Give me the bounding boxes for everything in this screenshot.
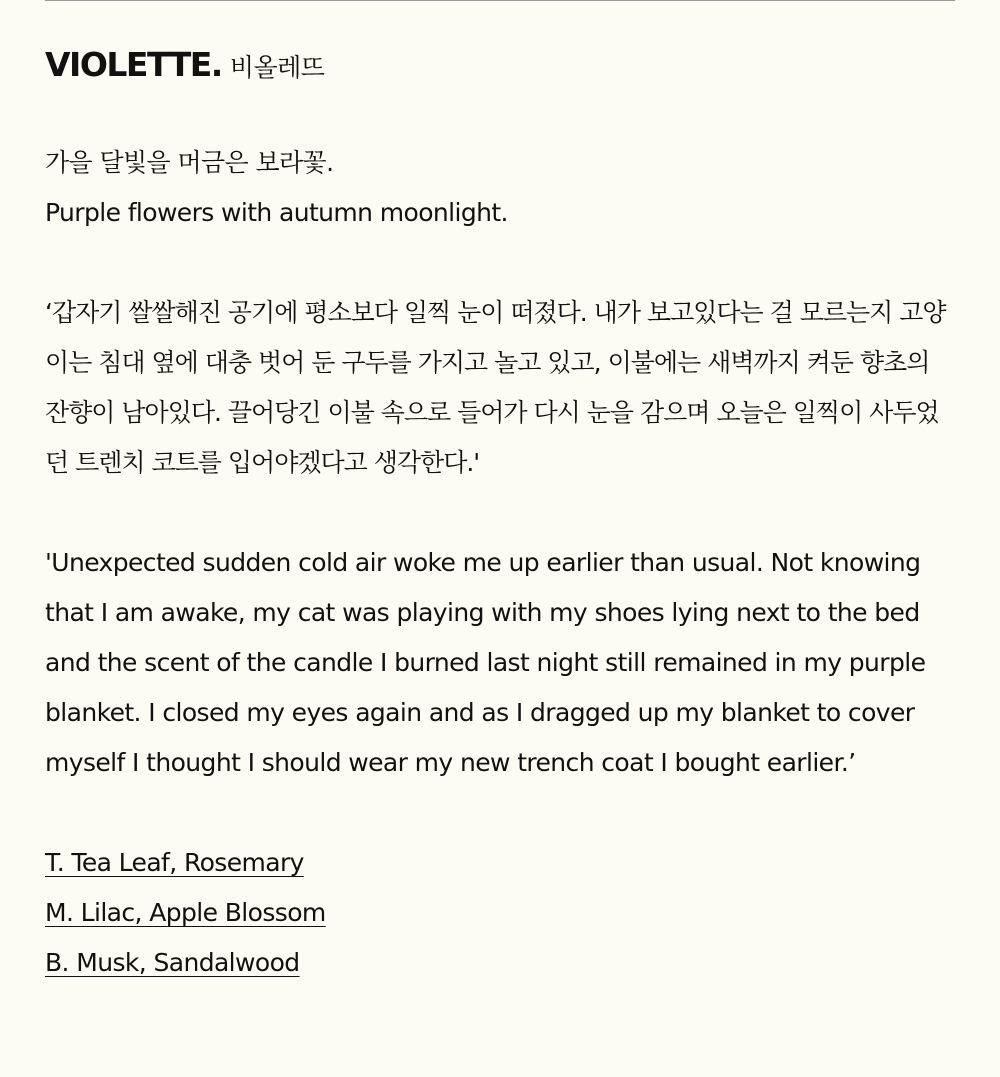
list-item — [45, 838, 955, 888]
product-title — [45, 45, 955, 88]
story-en: 'Unexpected sudden cold air woke me up earlier than usual. Not knowing that I am awake, my cat was playing with my shoes lying next to the bed and the scent of the candle I burned last night still remained in my purple blanket. I closed my eyes again and as I dragged up my blanket to cover myself I thought I should wear my new trench coat I bought earlier.’ — [45, 548, 926, 777]
scent-notes-list — [45, 838, 955, 988]
tagline-en: Purple flowers with autumn moonlight. — [45, 198, 508, 227]
product-name-en: VIOLETTE. — [45, 45, 222, 84]
tagline — [45, 138, 955, 238]
list-item — [45, 888, 955, 938]
product-name-ko: 비올레뜨 — [229, 53, 325, 82]
top-divider — [45, 0, 955, 1]
base-note-link[interactable]: B. Musk, Sandalwood — [45, 948, 300, 977]
middle-note-link[interactable]: M. Lilac, Apple Blossom — [45, 898, 326, 927]
story-ko: ‘갑자기 쌀쌀해진 공기에 평소보다 일찍 눈이 떠졌다. 내가 보고있다는 걸 모르는지 고양이는 침대 옆에 대충 벗어 둔 구두를 가지고 놀고 있고, 이불에는 새벽까지 켜둔 향초의 잔향이 남아있다. 끌어당긴 이불 속으로 들어가 다시 눈을 감으며 오늘은 일찍이 사두었던 트렌치 코트를 입어야겠다고 생각한다.' — [45, 298, 946, 477]
list-item — [45, 938, 955, 988]
tagline-ko: 가을 달빛을 머금은 보라꽃. — [45, 148, 334, 177]
top-note-link[interactable]: T. Tea Leaf, Rosemary — [45, 848, 304, 877]
